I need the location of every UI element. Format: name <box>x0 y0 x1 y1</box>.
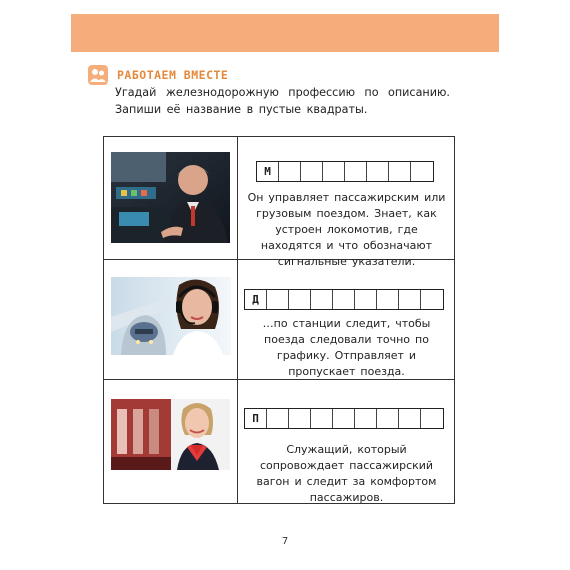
section-header <box>87 64 228 86</box>
letter-box[interactable] <box>399 290 421 309</box>
conductor-photo <box>111 399 230 470</box>
letter-box[interactable] <box>301 162 323 181</box>
letter-box[interactable] <box>377 409 399 428</box>
table-row <box>104 137 454 268</box>
letter-box[interactable] <box>311 409 333 428</box>
letter-box[interactable] <box>345 162 367 181</box>
letter-box[interactable] <box>355 409 377 428</box>
table-row <box>104 260 454 380</box>
letter-box[interactable] <box>355 290 377 309</box>
letter-box[interactable] <box>289 290 311 309</box>
letter-box[interactable] <box>367 162 389 181</box>
profession-description: Служащий, который сопровождает пассажирский вагон и следит за комфортом пассажиров. <box>256 443 437 504</box>
answer-boxes[interactable] <box>244 408 444 429</box>
letter-box[interactable] <box>267 290 289 309</box>
page-number: 7 <box>281 536 289 547</box>
letter-box[interactable] <box>333 290 355 309</box>
letter-box: Д <box>245 290 267 309</box>
letter-box[interactable] <box>279 162 301 181</box>
letter-box[interactable] <box>333 409 355 428</box>
train-driver-photo <box>111 152 230 243</box>
table-row <box>104 380 454 503</box>
letter-box[interactable] <box>421 290 443 309</box>
letter-box[interactable] <box>267 409 289 428</box>
top-banner <box>71 14 499 52</box>
letter-box[interactable] <box>377 290 399 309</box>
profession-description: …по станции следит, чтобы поезда следовали точно по графику. Отправляет и пропускает поезда. <box>262 317 431 378</box>
letter-box[interactable] <box>399 409 421 428</box>
answer-boxes[interactable] <box>256 161 434 182</box>
letter-box: П <box>245 409 267 428</box>
letter-box[interactable] <box>323 162 345 181</box>
answer-boxes[interactable] <box>244 289 444 310</box>
task-instructions: Угадай железнодорожную профессию по описанию. Запиши её название в пустые квадраты. <box>115 86 450 116</box>
people-icon <box>87 64 109 86</box>
letter-box[interactable] <box>389 162 411 181</box>
profession-table <box>103 136 455 504</box>
letter-box[interactable] <box>421 409 443 428</box>
letter-box[interactable] <box>289 409 311 428</box>
profession-description: Он управляет пассажирским или грузовым поездом. Знает, как устроен локомотив, где находятся и что обозначают сигнальные указатели. <box>247 191 446 268</box>
section-title: РАБОТАЕМ ВМЕСТЕ <box>117 68 229 82</box>
letter-box[interactable] <box>311 290 333 309</box>
letter-box: М <box>257 162 279 181</box>
dispatcher-photo <box>111 277 231 355</box>
letter-box[interactable] <box>411 162 433 181</box>
